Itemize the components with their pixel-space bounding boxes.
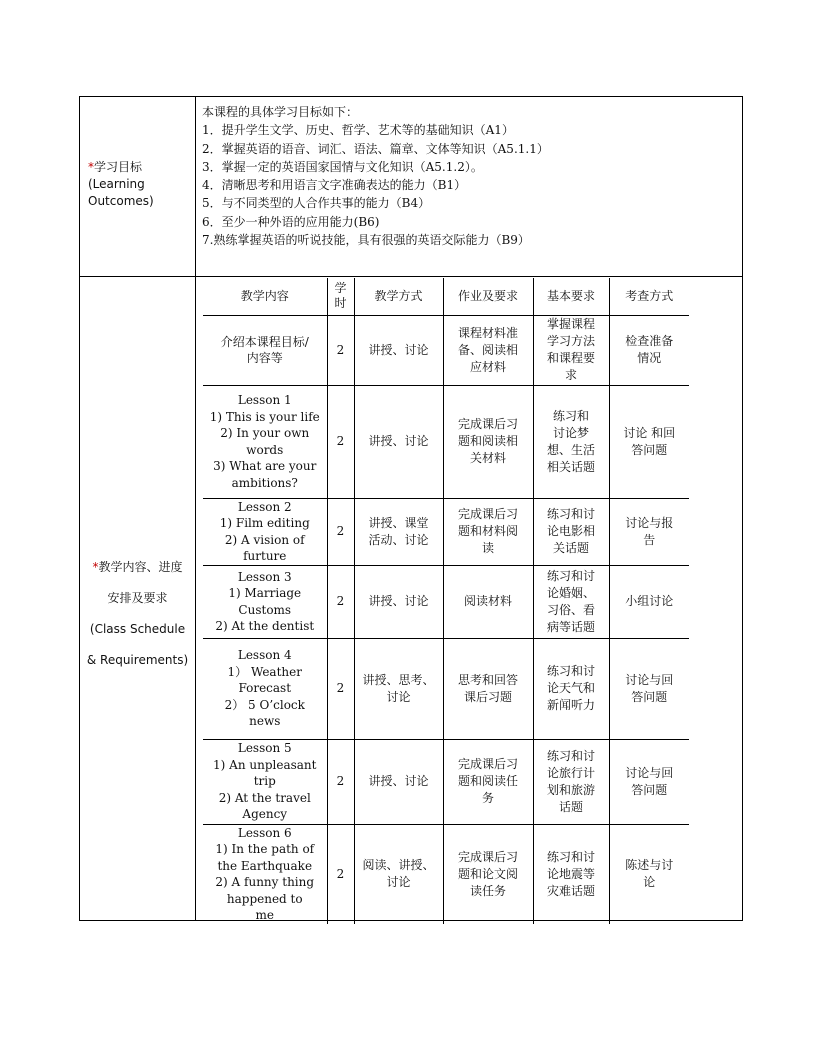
cell-homework-line: 务	[481, 791, 494, 805]
cell-basic-line: 论旅行计	[546, 765, 595, 780]
cell-method	[354, 739, 443, 824]
cell-content-line: 3) What are your	[213, 459, 317, 473]
cell-content-line: 2) A funny thing	[215, 875, 315, 889]
cell-method	[354, 498, 443, 565]
cell-homework-line: 题和论文阅	[457, 866, 518, 881]
cell-homework	[443, 498, 533, 565]
cell-content	[203, 565, 327, 638]
cell-content-line: Customs	[238, 602, 292, 617]
cell-method	[354, 385, 443, 498]
cell-content-line: Lesson 2	[237, 499, 292, 514]
cell-content-line: ambitions?	[231, 475, 298, 490]
cell-method	[354, 824, 443, 924]
cell-homework-line: 完成课后习	[457, 507, 518, 521]
cell-method	[354, 315, 443, 385]
cell-content-line: 1) Film editing	[219, 516, 310, 530]
cell-basic-line: 掌握课程	[546, 317, 595, 331]
cell-content-line: Lesson 3	[237, 569, 292, 584]
schedule-row	[203, 385, 689, 498]
cell-basic	[533, 739, 609, 824]
cell-content-line: 1) Marriage	[228, 586, 302, 600]
cell-content-line: 内容等	[246, 351, 283, 365]
cell-basic-line: 划和旅游	[546, 782, 595, 797]
cell-content-line: news	[249, 714, 281, 729]
cell-homework	[443, 824, 533, 924]
cell-hours: 2	[327, 739, 354, 824]
cell-method-line: 讨论	[386, 689, 411, 704]
cell-content-line: trip	[253, 774, 276, 789]
cell-content	[203, 315, 327, 385]
cell-content	[203, 385, 327, 498]
cell-homework-line: 备、阅读相	[457, 342, 518, 357]
cell-basic-line: 讨论梦	[552, 425, 589, 440]
cell-assess-line: 告	[643, 532, 656, 547]
cell-homework-line: 读任务	[469, 883, 506, 898]
cell-homework-line: 课程材料准	[457, 325, 518, 340]
cell-assess-line: 讨论与回	[625, 672, 674, 687]
cell-content-line: furture	[243, 549, 287, 563]
cell-content-line: 介绍本课程目标/	[220, 334, 309, 349]
cell-basic-line: 练习和讨	[546, 568, 595, 583]
cell-basic	[533, 638, 609, 739]
cell-content	[203, 498, 327, 565]
cell-content-line: Lesson 4	[237, 648, 292, 663]
cell-homework-line: 完成课后习	[457, 849, 518, 864]
learning-outcomes-row	[80, 97, 742, 277]
goal-item: 7.熟练掌握英语的听说技能，具有很强的英语交际能力（B9）	[202, 233, 530, 248]
required-asterisk: *	[88, 160, 94, 174]
cell-hours: 2	[327, 385, 354, 498]
goal-item: 3．掌握一定的英语国家国情与文化知识（A5.1.2）。	[202, 159, 483, 174]
cell-basic-line: 新闻听力	[546, 698, 595, 712]
cell-content-line: 2) A vision of	[224, 532, 305, 547]
cell-assess-line: 小组讨论	[625, 594, 674, 608]
cell-basic	[533, 385, 609, 498]
goal-item: 5．与不同类型的人合作共事的能力（B4）	[202, 196, 431, 211]
cell-content-line: Forecast	[238, 681, 292, 696]
cell-content-line: 1) This is your life	[209, 409, 320, 424]
cell-basic-line: 论地震等	[546, 866, 595, 881]
cell-homework	[443, 739, 533, 824]
cell-assess-line: 讨论 和回	[623, 425, 676, 440]
cell-content-line: Lesson 5	[237, 741, 292, 756]
schedule-row	[203, 638, 689, 739]
cell-homework	[443, 385, 533, 498]
cell-assess	[609, 824, 689, 924]
cell-assess	[609, 498, 689, 565]
cell-hours: 2	[327, 498, 354, 565]
cell-assess	[609, 315, 689, 385]
cell-homework-line: 题和材料阅	[457, 524, 518, 538]
cell-content-line: Lesson 1	[237, 393, 292, 407]
cell-homework-line: 完成课后习	[457, 417, 518, 431]
goal-item: 2．掌握英语的语音、词汇、语法、篇章、文体等知识（A5.1.1）	[202, 141, 549, 156]
schedule-row	[203, 824, 689, 924]
cell-basic-line: 练习和讨	[546, 507, 595, 521]
cell-content-line: 1) In the path of	[215, 842, 315, 856]
required-asterisk: *	[92, 560, 99, 574]
cell-method-line: 阅读、讲授、	[362, 858, 435, 872]
cell-basic-line: 学习方法	[546, 334, 595, 348]
cell-assess-line: 检查准备	[625, 334, 674, 348]
cell-method	[354, 565, 443, 638]
cell-basic-line: 论婚姻、	[546, 585, 595, 600]
cell-content	[203, 824, 327, 924]
cell-assess	[609, 739, 689, 824]
cell-basic-line: 话题	[558, 799, 583, 814]
cell-content-line: 2) At the travel	[218, 790, 311, 805]
cell-hours: 2	[327, 638, 354, 739]
cell-homework-line: 应材料	[469, 359, 506, 374]
cell-homework-line: 完成课后习	[457, 757, 518, 771]
cell-homework	[443, 638, 533, 739]
cell-basic-line: 灾难话题	[546, 883, 595, 898]
cell-content-line: Agency	[242, 807, 288, 822]
cell-method-line: 讲授、讨论	[368, 774, 429, 788]
cell-basic-line: 习俗、看	[546, 602, 595, 617]
cell-homework-line: 课后习题	[463, 689, 512, 704]
cell-method-line: 讲授、讨论	[368, 342, 429, 357]
cell-assess-line: 答问题	[631, 689, 668, 704]
schedule-header-row	[203, 278, 689, 315]
header-hours: 学时	[327, 278, 354, 315]
syllabus-table	[79, 96, 743, 921]
cell-content-line: happened to	[226, 891, 303, 906]
header-content: 教学内容	[203, 278, 327, 315]
cell-assess	[609, 385, 689, 498]
cell-basic	[533, 565, 609, 638]
cell-homework	[443, 565, 533, 638]
cell-homework-line: 读	[481, 541, 494, 555]
cell-hours: 2	[327, 565, 354, 638]
cell-method-line: 讲授、课堂	[368, 515, 429, 530]
goal-item: 4．清晰思考和用语言文字准确表达的能力（B1）	[202, 178, 467, 193]
cell-content	[203, 739, 327, 824]
cell-homework	[443, 315, 533, 385]
cell-basic-line: 练习和讨	[546, 748, 595, 763]
cell-method	[354, 638, 443, 739]
cell-content	[203, 638, 327, 739]
cell-content-line: Lesson 6	[237, 825, 292, 840]
cell-basic	[533, 315, 609, 385]
cell-basic-line: 练习和讨	[546, 664, 595, 678]
cell-content-line: 2) In your own	[220, 426, 310, 440]
schedule-row	[203, 315, 689, 385]
cell-assess-line: 答问题	[631, 782, 668, 797]
cell-homework-line: 阅读材料	[463, 594, 512, 608]
header-homework: 作业及要求	[443, 278, 533, 315]
cell-assess-line: 答问题	[631, 442, 668, 457]
cell-homework-line: 思考和回答	[457, 672, 518, 687]
class-schedule-label: *教学内容、进度 安排及要求 (Class Schedule & Requirements)	[86, 560, 189, 667]
cell-basic-line: 想、生活	[546, 442, 595, 457]
cell-content-line: 2) At the dentist	[215, 619, 315, 633]
cell-basic	[533, 498, 609, 565]
cell-method-line: 讲授、讨论	[368, 594, 429, 608]
cell-assess	[609, 565, 689, 638]
cell-assess-line: 情况	[637, 351, 662, 365]
cell-hours: 2	[327, 824, 354, 924]
schedule-row	[203, 739, 689, 824]
cell-assess-line: 陈述与讨	[625, 858, 674, 872]
goal-item: 6．至少一种外语的应用能力(B6)	[202, 214, 380, 229]
cell-basic-line: 练习和讨	[546, 849, 595, 864]
cell-content-line: me	[255, 908, 274, 922]
column-divider	[195, 97, 196, 920]
cell-homework-line: 题和阅读任	[457, 774, 518, 788]
cell-content-line: 1) An unpleasant	[213, 757, 317, 772]
cell-basic-line: 和课程要	[546, 351, 595, 365]
cell-method-line: 活动、讨论	[368, 532, 429, 547]
cell-method-line: 讲授、思考、	[362, 672, 435, 687]
goals-intro: 本课程的具体学习目标如下：	[202, 105, 359, 119]
cell-basic-line: 求	[564, 368, 577, 382]
cell-method-line: 讨论	[386, 875, 411, 889]
cell-assess-line: 讨论与回	[625, 765, 674, 780]
header-basic: 基本要求	[533, 278, 609, 315]
cell-content-line: 2） 5 O’clock	[224, 697, 305, 712]
schedule-row	[203, 565, 689, 638]
learning-outcomes-label: *学习目标 (Learning Outcomes)	[88, 160, 154, 208]
learning-outcomes-content	[202, 103, 732, 249]
cell-hours: 2	[327, 315, 354, 385]
cell-basic-line: 关话题	[552, 541, 589, 555]
cell-content-line: words	[246, 442, 284, 457]
cell-basic-line: 病等话题	[546, 619, 595, 634]
cell-assess-line: 讨论与报	[625, 515, 674, 530]
cell-homework-line: 题和阅读相	[457, 434, 518, 448]
cell-method-line: 讲授、讨论	[368, 434, 429, 448]
cell-basic-line: 论天气和	[546, 681, 595, 695]
cell-basic-line: 相关话题	[546, 459, 595, 474]
cell-basic-line: 论电影相	[546, 524, 595, 538]
cell-assess-line: 论	[643, 875, 656, 889]
cell-basic-line: 练习和	[552, 408, 589, 423]
cell-basic	[533, 824, 609, 924]
cell-content-line: 1） Weather	[227, 664, 302, 679]
header-assess: 考查方式	[609, 278, 689, 315]
cell-content-line: the Earthquake	[217, 858, 313, 873]
schedule-row	[203, 498, 689, 565]
cell-homework-line: 关材料	[469, 451, 506, 465]
goal-item: 1．提升学生文学、历史、哲学、艺术等的基础知识（A1）	[202, 123, 514, 138]
schedule-table	[203, 278, 689, 924]
header-method: 教学方式	[354, 278, 443, 315]
cell-assess	[609, 638, 689, 739]
